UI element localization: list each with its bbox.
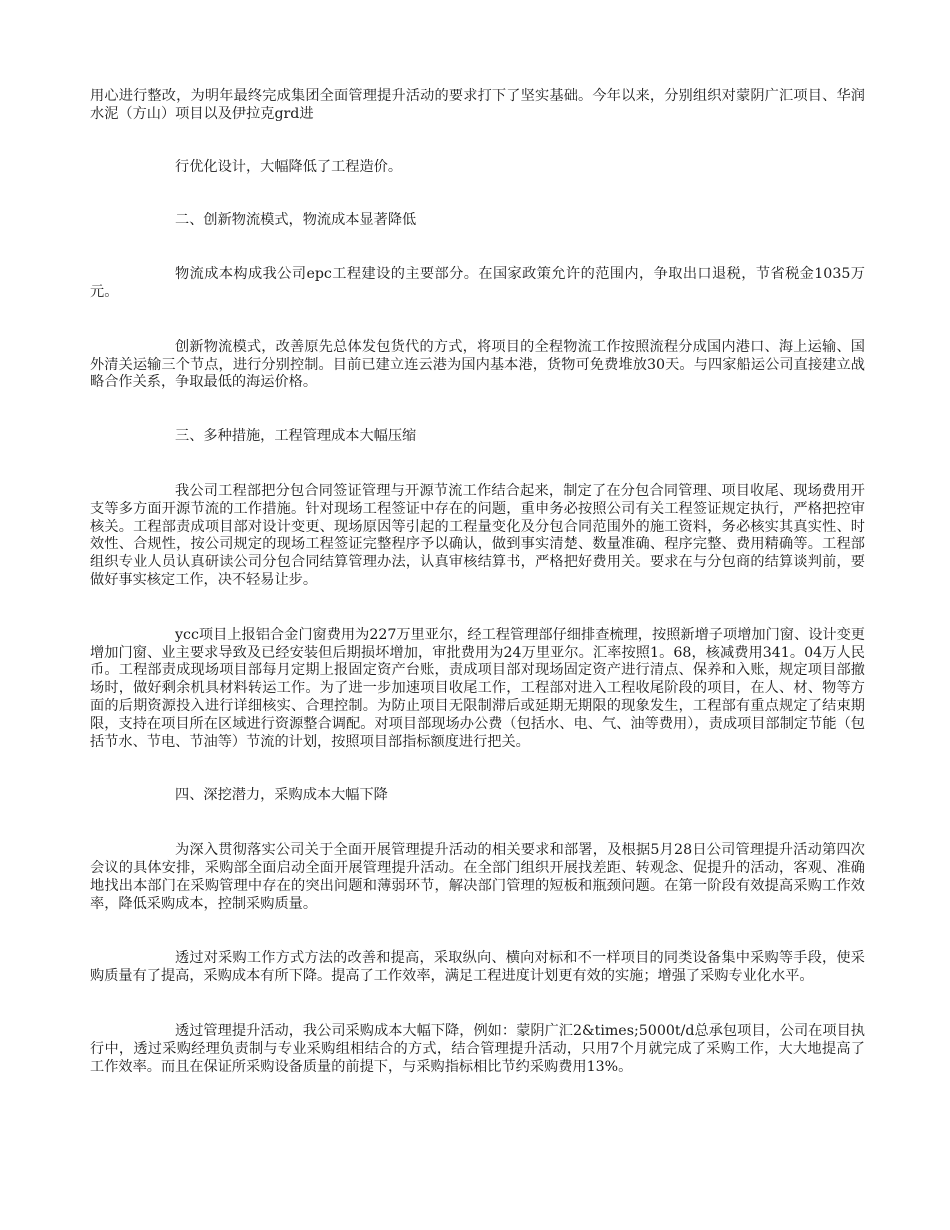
paragraph: ycc项目上报铝合金门窗费用为227万里亚尔，经工程管理部仔细排查梳理，按照新增子项增加门窗、设计变更增加门窗、业主要求导致及已经安装但后期损坏增加，审批费用为24万里亚尔。汇率按照1。68，核减费用341。04万人民币。工程部责成现场项目部每月定期上报固定资产台账，责成项目部对现场固定资产进行清点、保养和入账，规定项目部撤场时，做好剩余机具材料转运工作。为了进一步加速项目收尾工作，工程部对进入工程收尾阶段的项目，在人、材、物等方面的后期资源投入进行详细核实、合理控制。为防止项目无限制滞后或延期无期限的现象发生，工程部有重点规定了结束期限，支持在项目所在区域进行资源整合调配。对项目部现场办公费（包括水、电、气、油等费用），责成项目部制定节能（包括节水、节电、节油等）节流的计划，按照项目部指标额度进行把关。 [90, 626, 865, 750]
paragraph-continued-tail: 行优化设计，大幅降低了工程造价。 [175, 158, 403, 175]
paragraph: 我公司工程部把分包合同签证管理与开源节流工作结合起来，制定了在分包合同管理、项目收尾、现场费用开支等多方面开源节流的工作措施。针对现场工程签证中存在的问题，重申务必按照公司有关工程签证规定执行，严格把控审核关。工程部责成项目部对设计变更、现场原因等引起的工程量变化及分包合同范围外的施工资料，务必核实其真实性、时效性、合规性，按公司规定的现场工程签证完整程序予以确认，做到事实清楚、数量准确、程序完整、费用精确等。工程部组织专业人员认真研读公司分包合同结算管理办法，认真审核结算书，严格把好费用关。要求在与分包商的结算谈判前，要做好事实核定工作，决不轻易让步。 [90, 482, 865, 588]
section-heading-2: 二、创新物流模式，物流成本显著降低 [175, 212, 417, 229]
paragraph: 透过管理提升活动，我公司采购成本大幅下降，例如：蒙阴广汇2&times;5000t/d总承包项目，公司在项目执行中，透过采购经理负责制与专业采购组相结合的方式，结合管理提升活动，只用7个月就完成了采购工作，大大地提高了工作效率。而且在保证所采购设备质量的前提下，与采购指标相比节约采购费用13%。 [90, 1022, 865, 1075]
paragraph: 透过对采购工作方式方法的改善和提高，采取纵向、横向对标和不一样项目的同类设备集中采购等手段，使采购质量有了提高，采购成本有所下降。提高了工作效率，满足工程进度计划更有效的实施；增强了采购专业化水平。 [90, 950, 865, 985]
document-page [90, 88, 865, 1076]
paragraph: 物流成本构成我公司epc工程建设的主要部分。在国家政策允许的范围内，争取出口退税，节省税金1035万元。 [90, 266, 865, 300]
section-heading-3: 三、多种措施，工程管理成本大幅压缩 [175, 428, 417, 445]
paragraph: 为深入贯彻落实公司关于全面开展管理提升活动的相关要求和部署，及根据5月28日公司管理提升活动第四次会议的具体安排，采购部全面启动全面开展管理提升活动。在全部门组织开展找差距、转观念、促提升的活动，客观、准确地找出本部门在采购管理中存在的突出问题和薄弱环节，解决部门管理的短板和瓶颈问题。在第一阶段有效提高采购工作效率，降低采购成本，控制采购质量。 [90, 842, 865, 912]
paragraph: 创新物流模式，改善原先总体发包货代的方式，将项目的全程物流工作按照流程分成国内港口、海上运输、国外清关运输三个节点，进行分别控制。目前已建立连云港为国内基本港，货物可免费堆放30天。与四家船运公司直接建立战略合作关系，争取最低的海运价格。 [90, 338, 865, 391]
section-heading-4: 四、深挖潜力，采购成本大幅下降 [175, 787, 388, 804]
paragraph-continued: 用心进行整改，为明年最终完成集团全面管理提升活动的要求打下了坚实基础。今年以来，分别组织对蒙阴广汇项目、华润水泥（方山）项目以及伊拉克grd进 [90, 88, 865, 122]
